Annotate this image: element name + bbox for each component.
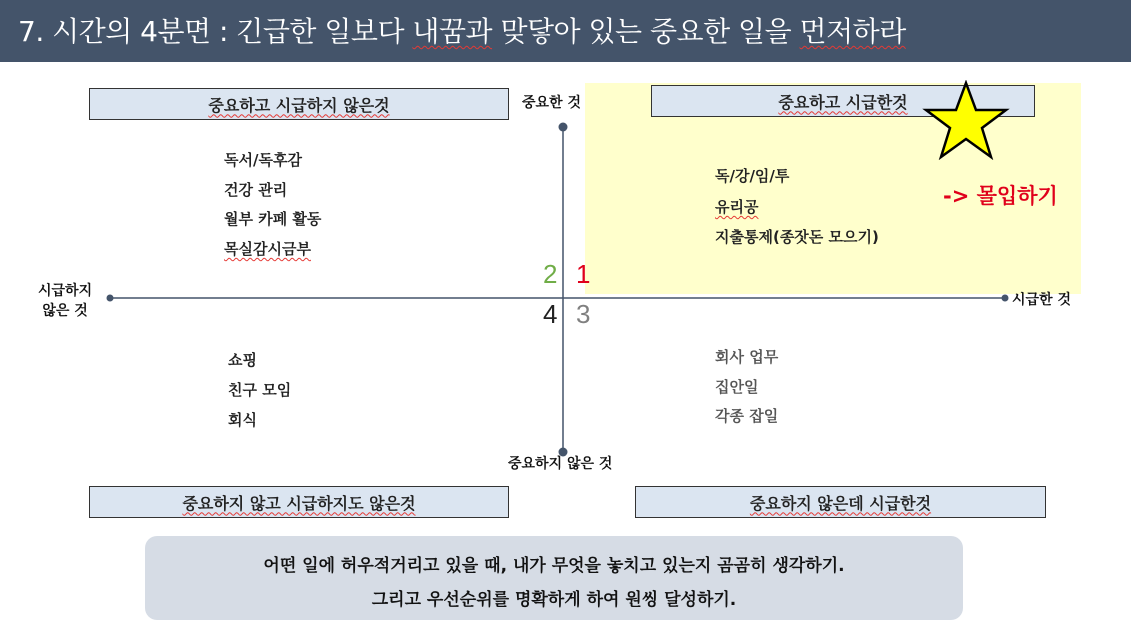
quadrant-2-header: 중요하고 시급하지 않은것 xyxy=(89,88,509,120)
axis-label-left: 시급하지 않은 것 xyxy=(38,283,93,319)
axis-label-top: 중요한 것 xyxy=(522,95,581,111)
quadrant-number-2: 2 xyxy=(543,259,558,289)
axis-label-right: 시급한 것 xyxy=(1012,292,1071,308)
q3-item: 집안일 xyxy=(715,378,759,396)
quadrant-number-1: 1 xyxy=(576,259,591,289)
q2-item: 월부 카페 활동 xyxy=(224,210,322,228)
q1-item: 유리공 xyxy=(715,198,759,216)
page-title: 7. 시간의 4분면 : 긴급한 일보다 내꿈과 맞닿아 있는 중요한 일을 먼저하라 xyxy=(18,15,906,48)
quadrant-number-4: 4 xyxy=(543,299,558,329)
q2-item: 독서/독후감 xyxy=(224,151,302,169)
bottom-note-line-2: 그리고 우선순위를 명확하게 하여 원씽 달성하기. xyxy=(371,590,737,610)
q2-item: 목실감시금부 xyxy=(224,240,311,258)
axis-top-dot xyxy=(559,123,568,132)
bottom-note xyxy=(145,536,963,620)
quadrant-3-header: 중요하지 않은데 시급한것 xyxy=(635,486,1046,518)
q4-item: 쇼핑 xyxy=(228,351,257,369)
q3-item: 각종 잡일 xyxy=(715,407,779,425)
q4-item: 친구 모임 xyxy=(228,381,292,399)
immerse-label: -> 몰입하기 xyxy=(943,184,1058,208)
quadrant-1-header: 중요하고 시급한것 xyxy=(651,85,1035,117)
q1-item: 지출통제(종잣돈 모으기) xyxy=(715,228,879,246)
axis-left-dot xyxy=(107,295,114,302)
bottom-note-line-1: 어떤 일에 허우적거리고 있을 때, 내가 무엇을 놓치고 있는지 곰곰히 생각하기. xyxy=(263,556,845,576)
q4-item: 회식 xyxy=(228,411,257,429)
quadrant-number-3: 3 xyxy=(576,299,591,329)
q3-item: 회사 업무 xyxy=(715,348,779,366)
quadrant-4-header: 중요하지 않고 시급하지도 않은것 xyxy=(89,486,509,518)
axis-label-bottom: 중요하지 않은 것 xyxy=(508,456,613,472)
q1-item: 독/강/임/투 xyxy=(715,167,790,185)
q2-item: 건강 관리 xyxy=(224,181,288,199)
axis-right-dot xyxy=(1002,295,1009,302)
